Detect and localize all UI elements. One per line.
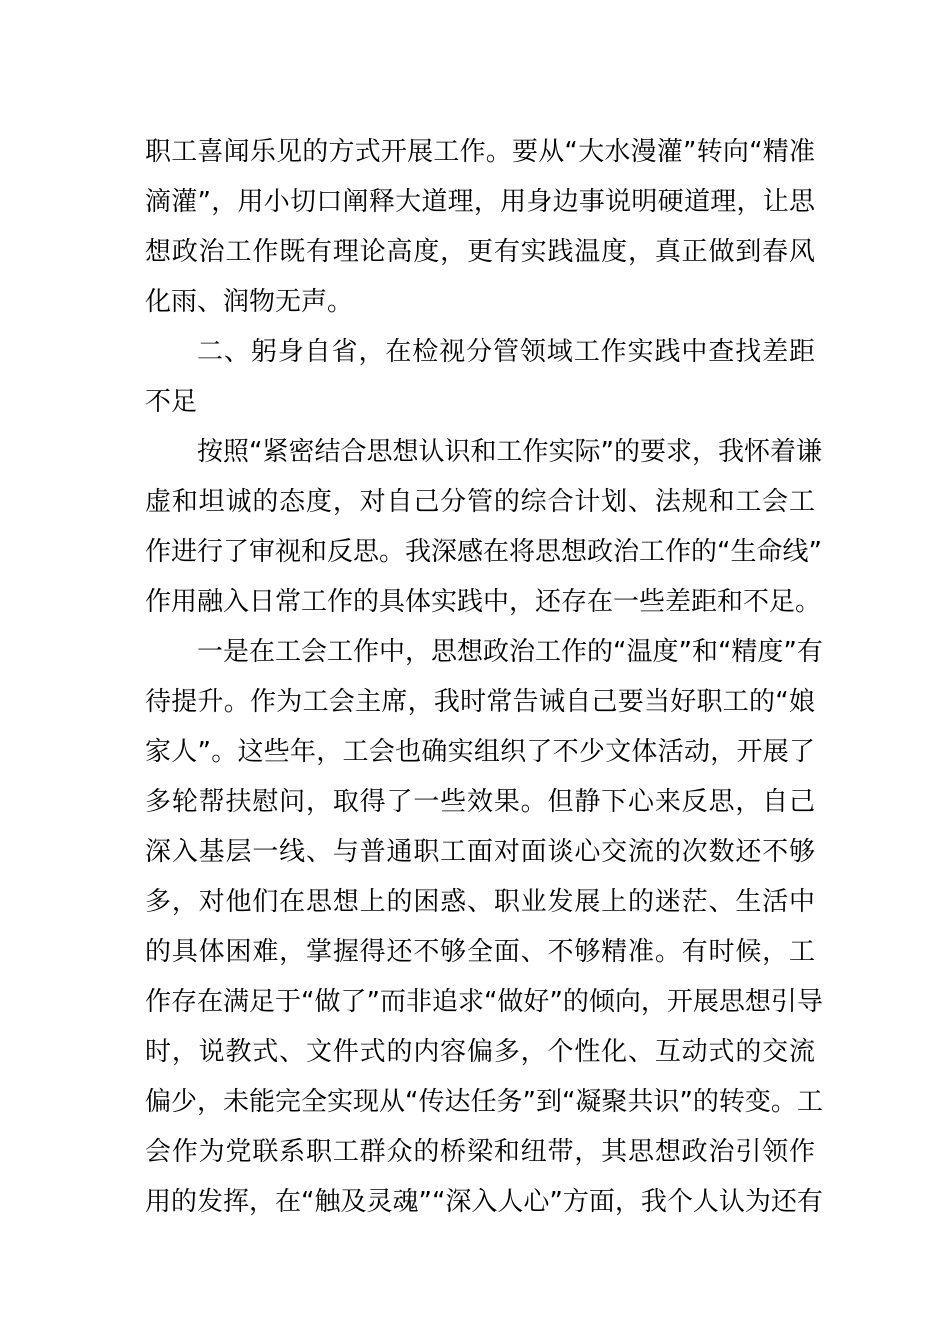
text-line: 家人”。这些年，工会也确实组织了不少文体活动，开展了 bbox=[145, 737, 815, 767]
text-line: 的具体困难，掌握得还不够全面、不够精准。有时候，工 bbox=[145, 937, 815, 967]
paragraph-first-line: 一是在工会工作中，思想政治工作的“温度”和“精度”有 bbox=[197, 637, 823, 667]
text-line: 职工喜闻乐见的方式开展工作。要从“大水漫灌”转向“精准 bbox=[145, 137, 815, 167]
text-line: 作用融入日常工作的具体实践中，还存在一些差距和不足。 bbox=[145, 587, 822, 617]
text-line: 多，对他们在思想上的困惑、职业发展上的迷茫、生活中 bbox=[145, 887, 815, 917]
text-line: 作存在满足于“做了”而非追求“做好”的倾向，开展思想引导 bbox=[145, 987, 823, 1017]
text-line: 虚和坦诚的态度，对自己分管的综合计划、法规和工会工 bbox=[145, 487, 815, 517]
text-line: 用的发挥，在“触及灵魂”“深入人心”方面，我个人认为还有 bbox=[145, 1187, 823, 1217]
text-line: 深入基层一线、与普通职工面对面谈心交流的次数还不够 bbox=[145, 837, 815, 867]
text-line: 滴灌”，用小切口阐释大道理，用身边事说明硬道理，让思 bbox=[145, 187, 815, 217]
text-line: 化雨、润物无声。 bbox=[145, 287, 354, 317]
text-line: 多轮帮扶慰问，取得了一些效果。但静下心来反思，自己 bbox=[145, 787, 815, 817]
text-line: 时，说教式、文件式的内容偏多，个性化、互动式的交流 bbox=[145, 1037, 815, 1067]
section-heading-continued: 不足 bbox=[145, 387, 198, 417]
section-heading: 二、躬身自省，在检视分管领域工作实践中查找差距 bbox=[197, 337, 815, 367]
text-line: 待提升。作为工会主席，我时常告诫自己要当好职工的“娘 bbox=[145, 687, 815, 717]
text-line: 会作为党联系职工群众的桥梁和纽带，其思想政治引领作 bbox=[145, 1137, 815, 1167]
text-line: 作进行了审视和反思。我深感在将思想政治工作的“生命线” bbox=[145, 537, 822, 567]
paragraph-first-line: 按照“紧密结合思想认识和工作实际”的要求，我怀着谦 bbox=[197, 437, 822, 467]
text-line: 偏少，未能完全实现从“传达任务”到“凝聚共识”的转变。工 bbox=[145, 1087, 823, 1117]
text-line: 想政治工作既有理论高度，更有实践温度，真正做到春风 bbox=[145, 237, 815, 267]
